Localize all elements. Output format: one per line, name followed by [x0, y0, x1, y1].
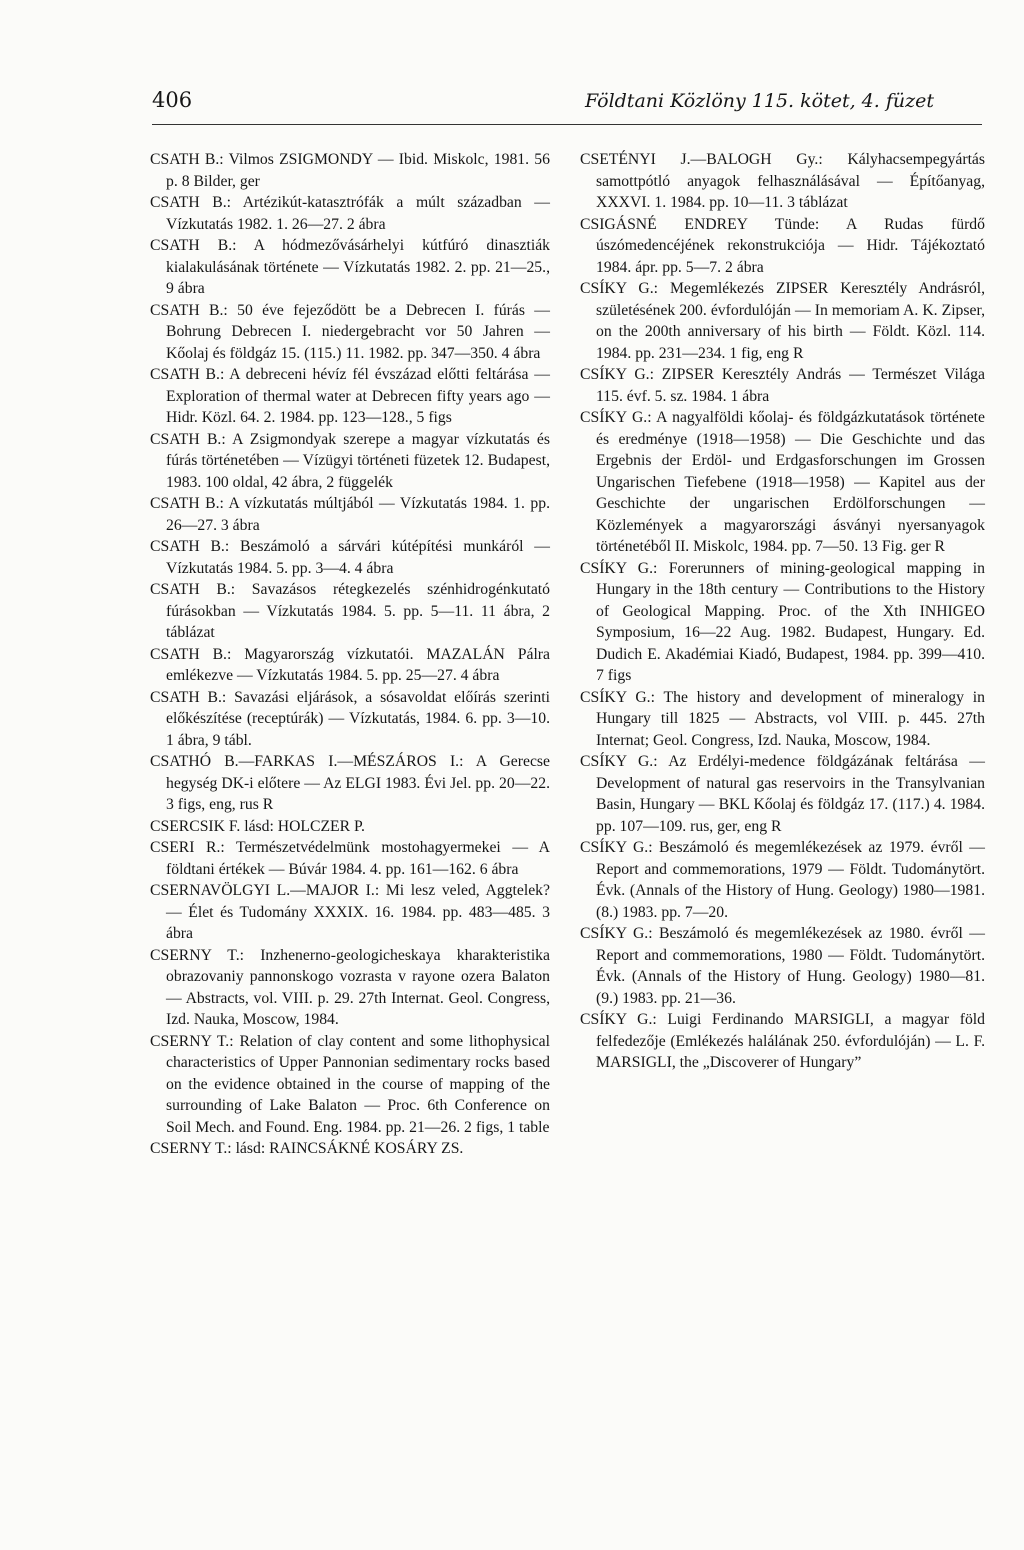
bibliography-entry: CSETÉNYI J.—BALOGH Gy.: Kályhacsempegyártás samottpótló anyagok felhasználásával — Építőanyag, XXXVI. 1. 1984. pp. 10—11. 3 táblázat [580, 151, 985, 211]
bibliography-entry: CSÍKY G.: The history and development of mineralogy in Hungary till 1825 — Abstracts, vol VIII. p. 445. 27th Internat; Geol. Congress, Izd. Nauka, Moscow, 1984. [580, 688, 985, 749]
header-rule [152, 124, 982, 125]
bibliography-entry: CSÍKY G.: Az Erdélyi-medence földgázának feltárása — Development of natural gas reservoirs in the Transylvanian Basin, Hungary — BKL Kőolaj és földgáz 17. (117.) 4. 1984. pp. 107—109. rus, ger, eng R [580, 753, 985, 835]
bibliography-entry: CSERNY T.: Relation of clay content and some lithophysical characteristics of Upper Pannonian sedimentary rocks based on the evidence obtained in the course of mapping of the surrounding of Lake Balaton — Proc. 6th Conference on Soil Mech. and Found. Eng. 1984. pp. 21—26. 2 figs, 1 table [150, 1032, 550, 1136]
bibliography-entry: CSERNY T.: Inzhenerno-geologicheskaya kharakteristika obrazovaniy pannonskogo vozrasta v rayone ozera Balaton — Abstracts, vol. VIII. p. 29. 27th Internat. Geol. Congress, Izd. Nauka, Moscow, 1984. [150, 946, 550, 1028]
left-column [150, 149, 550, 1160]
bibliography-entry: CSÍKY G.: Forerunners of mining-geological mapping in Hungary in the 18th century — Contributions to the History of Geological Mapping. Proc. of the Xth INHIGEO Symposium, 16—22 Aug. 1982. Budapest, Hungary. Ed. Dudich E. Akadémiai Kiadó, Budapest, 1984. pp. 399—410. 7 figs [580, 559, 985, 684]
right-column [580, 149, 985, 1074]
bibliography-entry: CSATH B.: A debreceni hévíz fél évszázad előtti feltárása — Exploration of thermal water at Debrecen fifty years ago — Hidr. Közl. 64. 2. 1984. pp. 123—128., 5 figs [150, 366, 550, 426]
bibliography-entry: CSÍKY G.: Beszámoló és megemlékezések az 1979. évről — Report and commemorations, 1979 — Földt. Tudománytört. Évk. (Annals of the History of Hung. Geology) 1980—1981. (8.) 1983. pp. 7—20. [580, 839, 985, 921]
bibliography-entry: CSERNAVÖLGYI L.—MAJOR I.: Mi lesz veled, Aggtelek? — Élet és Tudomány XXXIX. 16. 1984. pp. 483—485. 3 ábra [150, 882, 550, 942]
page-number: 406 [152, 88, 193, 112]
bibliography-entry: CSIGÁSNÉ ENDREY Tünde: A Rudas fürdő úszómedencéjének rekonstrukciója — Hidr. Tájékoztató 1984. ápr. pp. 5—7. 2 ábra [580, 215, 985, 276]
running-head: Földtani Közlöny 115. kötet, 4. füzet [584, 90, 934, 112]
page-header [152, 88, 982, 122]
bibliography-entry: CSATH B.: Vilmos ZSIGMONDY — Ibid. Miskolc, 1981. 56 p. 8 Bilder, ger [150, 151, 550, 190]
bibliography-entry: CSATH B.: 50 éve fejeződött be a Debrecen I. fúrás — Bohrung Debrecen I. niedergebracht vor 50 Jahren — Kőolaj és földgáz 15. (115.) 11. 1982. pp. 347—350. 4 ábra [150, 301, 550, 362]
bibliography-entry: CSATH B.: Artézikút-katasztrófák a múlt században — Vízkutatás 1982. 1. 26—27. 2 ábra [150, 194, 550, 233]
bibliography-entry: CSÍKY G.: Luigi Ferdinando MARSIGLI, a magyar föld felfedezője (Emlékezés halálának 250. évfordulóján) — L. F. MARSIGLI, the „Discoverer of Hungary” [580, 1011, 985, 1071]
bibliography-entry: CSÍKY G.: Beszámoló és megemlékezések az 1980. évről — Report and commemorations, 1980 — Földt. Tudománytört. Évk. (Annals of the History of Hung. Geology) 1980—81. (9.) 1983. pp. 21—36. [580, 925, 985, 1007]
bibliography-entry: CSATH B.: A Zsigmondyak szerepe a magyar vízkutatás és fúrás történetében — Vízügyi történeti füzetek 12. Budapest, 1983. 100 oldal, 42 ábra, 2 függelék [150, 430, 550, 491]
bibliography-entry: CSATH B.: Magyarország vízkutatói. MAZALÁN Pálra emlékezve — Vízkutatás 1984. 5. pp. 25—27. 4 ábra [150, 645, 550, 684]
bibliography-entry: CSATHÓ B.—FARKAS I.—MÉSZÁROS I.: A Gerecse hegység DK-i előtere — Az ELGI 1983. Évi Jel. pp. 20—22. 3 figs, eng, rus R [150, 753, 550, 813]
bibliography-entry: CSERI R.: Természetvédelmünk mostohagyermekei — A földtani értékek — Búvár 1984. 4. pp. 161—162. 6 ábra [150, 839, 550, 878]
bibliography-entry: CSÍKY G.: A nagyalföldi kőolaj- és földgázkutatások története és eredménye (1918—1958) — Die Geschichte und das Ergebnis der Erdöl- und Erdgasforschungen im Grossen Ungarischen Tiefebene (1918—1958) — Kapitel aus der Geschichte der ungarischen Erdölforschungen — Közlemények a magyarországi ásványi nyersanyagok történetéből II. Miskolc, 1984. pp. 7—50. 13 Fig. ger R [580, 409, 985, 555]
bibliography-entry: CSATH B.: Beszámoló a sárvári kútépítési munkáról — Vízkutatás 1984. 5. pp. 3—4. 4 ábra [150, 538, 550, 577]
bibliography-entry: CSÍKY G.: ZIPSER Keresztély András — Természet Világa 115. évf. 5. sz. 1984. 1 ábra [580, 366, 985, 405]
bibliography-entry: CSERNY T.: lásd: RAINCSÁKNÉ KOSÁRY ZS. [150, 1140, 464, 1157]
bibliography-entry: CSATH B.: Savazásos rétegkezelés szénhidrogénkutató fúrásokban — Vízkutatás 1984. 5. pp. 5—11. 11 ábra, 2 táblázat [150, 581, 550, 641]
bibliography-entry: CSATH B.: Savazási eljárások, a sósavoldat előírás szerinti előkészítése (receptúrák) — Vízkutatás, 1984. 6. pp. 3—10. 1 ábra, 9 tábl. [150, 688, 550, 749]
bibliography-entry: CSERCSIK F. lásd: HOLCZER P. [150, 817, 365, 835]
bibliography-entry: CSÍKY G.: Megemlékezés ZIPSER Keresztély Andrásról, születésének 200. évfordulóján — In memoriam A. K. Zipser, on the 200th anniversary of his birth — Földt. Közl. 114. 1984. pp. 231—234. 1 fig, eng R [580, 280, 985, 362]
bibliography-entry: CSATH B.: A vízkutatás múltjából — Vízkutatás 1984. 1. pp. 26—27. 3 ábra [150, 495, 550, 534]
bibliography-entry: CSATH B.: A hódmezővásárhelyi kútfúró dinasztiák kialakulásának története — Vízkutatás 1982. 2. pp. 21—25., 9 ábra [150, 237, 550, 297]
